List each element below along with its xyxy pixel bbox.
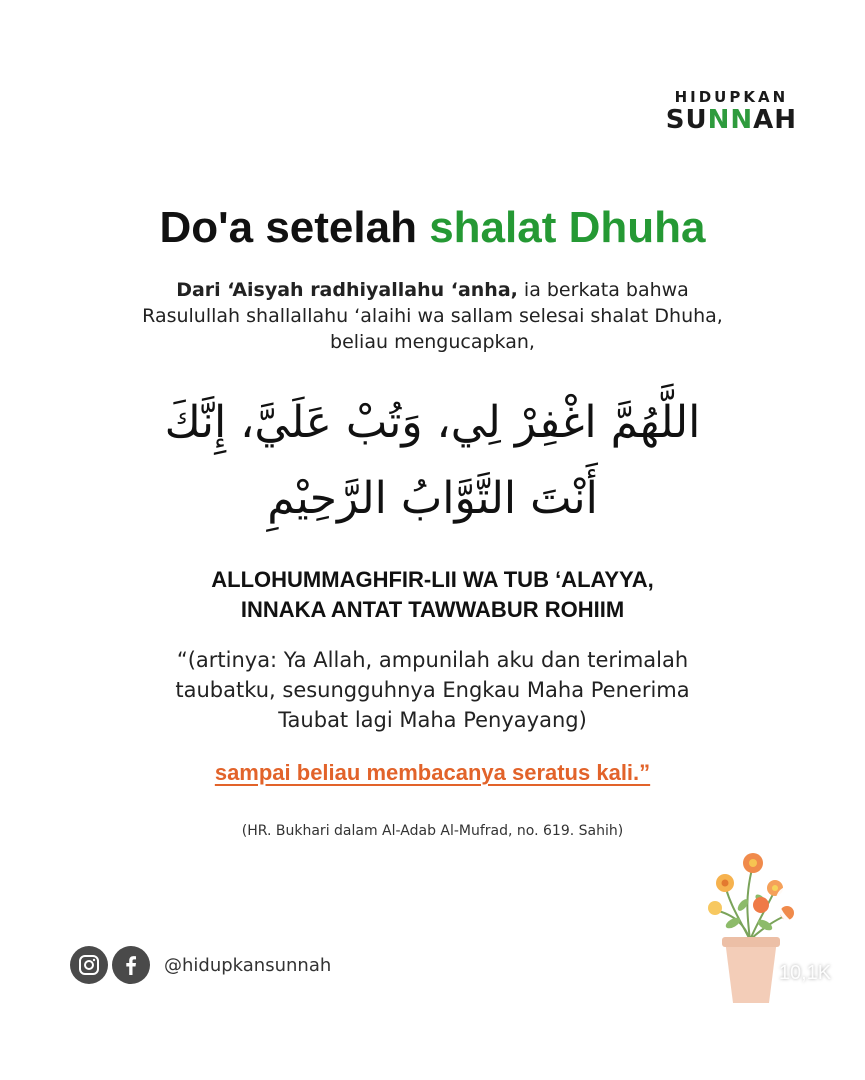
brand-line-2 (666, 106, 797, 134)
like-heart-icon[interactable] (772, 882, 832, 938)
intro-bold: Dari ‘Aisyah radhiyallahu ‘anha, (176, 279, 518, 301)
intro-line-2: Rasulullah shallallahu ‘alaihi wa sallam selesai shalat Dhuha, (142, 305, 723, 327)
intro-line-1 (90, 277, 775, 303)
social-handle[interactable]: @hidupkansunnah (164, 954, 332, 976)
page-title (0, 203, 865, 253)
arabic-line-1: اللَّهُمَّ اغْفِرْ لِي، وَتُبْ عَلَيَّ، إِنَّكَ (164, 397, 701, 448)
intro-paragraph (90, 277, 775, 355)
social-links (70, 945, 331, 985)
transliteration (60, 565, 805, 625)
arabic-dua (80, 385, 785, 537)
translation-line-3: Taubat lagi Maha Penyayang) (278, 708, 587, 732)
emphasis-text: sampai beliau membacanya seratus kali.” (214, 760, 651, 785)
translation-line-2: taubatku, sesungguhnya Engkau Maha Penerima (175, 678, 690, 702)
translation (95, 645, 770, 735)
search-icon[interactable] (770, 1025, 830, 1080)
title-part-1: Do'a setelah (159, 203, 430, 252)
brand-logo (666, 88, 797, 134)
like-count: 10,1K (778, 962, 832, 984)
intro-line-3: beliau mengucapkan, (330, 331, 535, 353)
instagram-icon[interactable] (70, 946, 108, 984)
brand-line-2-a: SU (665, 105, 708, 135)
translation-line-1: “(artinya: Ya Allah, ampunilah aku dan terimalah (176, 648, 689, 672)
hadith-source: (HR. Bukhari dalam Al-Adab Al-Mufrad, no. 619. Sahih) (241, 823, 624, 839)
transliteration-line-2: INNAKA ANTAT TAWWABUR ROHIIM (240, 597, 625, 622)
brand-line-2-b: NN (707, 105, 754, 135)
arabic-line-2: أَنْتَ التَّوَّابُ الرَّحِيْمِ (267, 473, 598, 524)
brand-line-2-c: AH (753, 105, 797, 135)
brand-line-1: HIDUPKAN (674, 88, 789, 106)
title-part-2: shalat Dhuha (429, 203, 706, 252)
transliteration-line-1: ALLOHUMMAGHFIR-LII WA TUB ‘ALAYYA, (211, 567, 654, 592)
intro-line-1-rest: ia berkata bahwa (517, 279, 689, 301)
facebook-icon[interactable] (112, 946, 150, 984)
